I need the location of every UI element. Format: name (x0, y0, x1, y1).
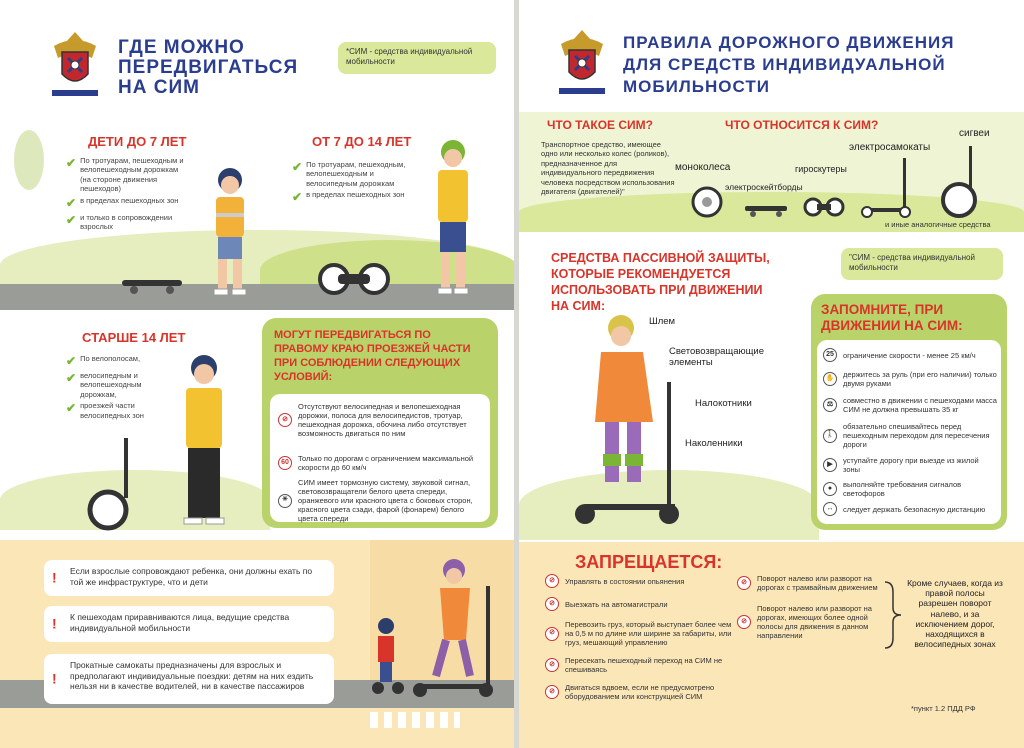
passive-heading-line: СРЕДСТВА ПАССИВНОЙ ЗАЩИТЫ, (551, 251, 770, 265)
left-title (118, 38, 298, 98)
forbidden-text: Поворот налево или разворот на дорогах с трамвайным движением (757, 574, 878, 592)
yield-icon: ▶ (823, 458, 837, 472)
speed-limit-icon: 25 (823, 348, 837, 362)
age7to14-list (292, 160, 412, 207)
no-alcohol-icon: ⊘ (545, 574, 559, 588)
forbidden-text: Двигаться вдвоем, если не предусмотрено оборудованием или конструкцией СИМ (565, 683, 715, 701)
checkmark-icon: ✔ (66, 354, 77, 368)
warning-item (44, 560, 334, 596)
condition-item (278, 454, 484, 472)
definition-note (338, 42, 496, 74)
forbidden-text: Пересекать пешеходный переход на СИМ не спешиваясь (565, 656, 723, 674)
remember-item (823, 502, 997, 516)
warning-item (44, 654, 334, 704)
under7-heading: ДЕТИ ДО 7 ЛЕТ (88, 134, 187, 149)
exception-text: Кроме случаев, когда из правой полосы разрешен поворот налево, и за исключением дорог, находящихся в велосипедных зонах (907, 578, 1003, 650)
traffic-light-icon: ● (823, 482, 837, 496)
remember-text: совместно в движении с пешеходами масса СИМ не должна превышать 35 кг (843, 396, 997, 414)
checkmark-icon: ✔ (66, 401, 77, 416)
right-title-line: МОБИЛЬНОСТИ (623, 77, 770, 96)
remember-text: следует держать безопасную дистанцию (843, 504, 986, 514)
checkmark-icon: ✔ (292, 160, 303, 174)
definition-note (841, 248, 1003, 280)
no-crossing-icon: ⊘ (545, 658, 559, 672)
right-title-line: ДЛЯ СРЕДСТВ ИНДИВИДУАЛЬНОЙ (623, 55, 946, 74)
headlight-icon: ☀ (278, 494, 292, 508)
escooters-label: электросамокаты (849, 142, 931, 153)
right-title (623, 32, 954, 98)
exclamation-icon: ! (52, 615, 57, 632)
remember-item (823, 422, 997, 449)
remember-box (811, 294, 1007, 530)
warning-text: Если взрослые сопровождают ребенка, они должны ехать по той же инфраструктуре, что и дети (70, 566, 313, 587)
checkmark-icon: ✔ (66, 156, 77, 170)
warning-item (44, 606, 334, 642)
right-poster (519, 0, 1024, 748)
under7-list (66, 156, 186, 233)
list-item-text: и только в сопровождении взрослых (80, 212, 173, 231)
segways-label: сигвеи (959, 128, 990, 139)
footnote: *пункт 1.2 ПДД РФ (911, 704, 976, 713)
eskateboards-label: электроскейтборды (725, 182, 803, 192)
what-is-text: Транспортное средство, имеющее одно или несколько колес (роликов), предназначенное для индивидуального передвижения человека посредством использования двигателя (двигателей)" (541, 140, 675, 196)
reflective-label: Световозвращающие элементы (669, 346, 765, 369)
conditions-box (262, 318, 498, 528)
no-bike-icon: ⊘ (278, 413, 292, 427)
remember-text: уступайте дорогу при выезде из жилой зоны (843, 456, 979, 474)
forbidden-item (545, 574, 735, 588)
passive-heading-line: КОТОРЫЕ РЕКОМЕНДУЕТСЯ (551, 267, 731, 281)
list-item-text: велосипедным и велопешеходным дорожкам, (80, 371, 142, 399)
remember-item (823, 370, 997, 388)
condition-item (278, 478, 484, 523)
parent-and-child-illustration (366, 556, 506, 706)
remember-heading: ЗАПОМНИТЕ, ПРИ ДВИЖЕНИИ НА СИМ: (821, 302, 963, 333)
child-figure-illustration (200, 165, 260, 300)
remember-text: ограничение скорости - менее 25 км/ч (843, 350, 976, 360)
adult-figure-illustration (172, 352, 236, 532)
escooter-icon (857, 156, 919, 220)
gyroscooter-icon (803, 196, 845, 218)
forbidden-item (545, 620, 735, 647)
brace-icon (883, 580, 903, 650)
remember-item (823, 348, 997, 362)
checkmark-icon: ✔ (66, 195, 77, 210)
police-emblem-icon (48, 28, 102, 100)
list-item-text: проезжей части велосипедных зон (80, 401, 144, 420)
no-cargo-icon: ⊘ (545, 627, 559, 641)
condition-text: СИМ имеет тормозную систему, звуковой сигнал, световозвращатели белого цвета спереди, оранжевого или красного цвета с боковых сторон, красного цвета сзади, фарой (фонарем) белого цвета спереди (298, 478, 473, 523)
list-item-text: По тротуарам, пешеходным и велопешеходным дорожкам (на стороне движения пешеходов) (80, 156, 184, 194)
no-u-turn-icon: ⊘ (737, 615, 751, 629)
pedestrian-icon: 🚶 (823, 429, 837, 443)
forbidden-item (545, 683, 735, 701)
over14-heading: СТАРШЕ 14 ЛЕТ (82, 330, 186, 345)
skateboard-icon (120, 278, 184, 296)
tree-decoration (14, 130, 44, 190)
other-devices-label: и иные аналогичные средства (885, 220, 991, 229)
forbidden-text: Выезжать на автомагистрали (565, 599, 668, 609)
remember-item (823, 456, 997, 474)
passive-heading-line: НА СИМ: (551, 299, 606, 313)
forbidden-text: Перевозить груз, который выступает более чем на 0,5 м по длине или ширине за габариты, или груз, мешающий управлению (565, 620, 732, 647)
no-left-turn-icon: ⊘ (737, 576, 751, 590)
remember-text: обязательно спешивайтесь перед пешеходным переходом для пересечения дороги (843, 422, 990, 449)
elbow-pads-label: Налокотники (695, 398, 752, 409)
gyroscooters-label: гироскутеры (795, 164, 847, 174)
exclamation-icon: ! (52, 569, 57, 586)
conditions-heading: МОГУТ ПЕРЕДВИГАТЬСЯ ПО ПРАВОМУ КРАЮ ПРОЕЗЖЕЙ ЧАСТИ ПРИ СОБЛЮДЕНИИ СЛЕДУЮЩИХ УСЛОВИЙ: (274, 329, 471, 383)
left-title-line: ГДЕ МОЖНО (118, 37, 245, 58)
passive-heading (551, 250, 770, 314)
forbidden-item (737, 574, 883, 592)
monowheels-label: моноколеса (675, 162, 731, 173)
hoverboard-icon (318, 262, 390, 296)
list-item-text: в пределах пешеходных зон (306, 190, 405, 200)
forbidden-text: Поворот налево или разворот на дорогах, имеющих более одной полосы для движения в данном направлении (757, 604, 872, 640)
list-item-text: По велополосам, (80, 354, 141, 363)
girl-on-scooter-illustration (565, 312, 695, 532)
segway-icon (84, 436, 140, 532)
knee-pads-label: Наколенники (685, 438, 743, 449)
weight-icon: ⚖ (823, 398, 837, 412)
remember-item (823, 480, 997, 498)
forbidden-col2 (737, 574, 883, 640)
right-title-line: ПРАВИЛА ДОРОЖНОГО ДВИЖЕНИЯ (623, 33, 955, 52)
police-emblem-icon (555, 26, 609, 98)
segway-icon (935, 144, 991, 220)
left-title-line: ПЕРЕДВИГАТЬСЯ (118, 57, 299, 78)
condition-text: Только по дорогам с ограничением максимальной скорости до 60 км/ч (298, 454, 474, 472)
what-is-heading: ЧТО ТАКОЕ СИМ? (547, 118, 653, 132)
remember-item (823, 396, 997, 414)
forbidden-heading: ЗАПРЕЩАЕТСЯ: (575, 552, 723, 572)
list-item (66, 156, 186, 194)
distance-icon: ↔ (823, 502, 837, 516)
list-item (66, 401, 176, 420)
monowheel-icon (689, 186, 725, 218)
list-item (66, 196, 186, 211)
no-highway-icon: ⊘ (545, 597, 559, 611)
list-item (292, 190, 412, 205)
remember-text: держитесь за руль (при его наличии) только двумя руками (843, 370, 997, 388)
crosswalk-decoration (370, 712, 460, 728)
warning-text: Прокатные самокаты предназначены для взрослых и предполагают индивидуальные поездки: детям на них ездить нельзя ни в качестве водителей, ни в качестве пассажиров (70, 660, 314, 692)
list-item (66, 354, 176, 369)
condition-text: Отсутствуют велосипедная и велопешеходная дорожки, полоса для велосипедистов, тротуар, пешеходная дорожка, обочина либо отсутствует возможность двигаться по ним (298, 402, 467, 438)
condition-item (278, 402, 484, 438)
forbidden-item (737, 604, 883, 640)
helmet-label: Шлем (649, 316, 676, 327)
warning-text: К пешеходам приравниваются лица, ведущие средства индивидуальной мобильности (70, 612, 290, 633)
list-item-text: в пределах пешеходных зон (80, 195, 179, 205)
left-title-line: НА СИМ (118, 77, 200, 98)
definition-note-text: "СИМ - средства индивидуальной мобильности (849, 253, 975, 272)
hands-icon: ✋ (823, 372, 837, 386)
checkmark-icon: ✔ (292, 190, 303, 205)
forbidden-text: Управлять в состоянии опьянения (565, 576, 685, 586)
no-passenger-icon: ⊘ (545, 685, 559, 699)
what-belongs-heading: ЧТО ОТНОСИТСЯ К СИМ? (725, 118, 879, 132)
forbidden-item (545, 597, 735, 611)
age7to14-heading: ОТ 7 ДО 14 ЛЕТ (312, 134, 412, 149)
list-item (66, 213, 186, 232)
list-item (292, 160, 412, 188)
definition-note-text: *СИМ - средства индивидуальной мобильности (346, 47, 473, 66)
passive-heading-line: ИСПОЛЬЗОВАТЬ ПРИ ДВИЖЕНИИ (551, 283, 763, 297)
eskateboard-icon (743, 204, 789, 218)
remember-list (817, 340, 1001, 524)
remember-text: выполняйте требования сигналов светофоров (843, 480, 962, 498)
exclamation-icon: ! (52, 670, 57, 687)
forbidden-col1 (545, 574, 735, 701)
checkmark-icon: ✔ (66, 371, 77, 385)
teen-figure-illustration (428, 138, 478, 298)
checkmark-icon: ✔ (66, 212, 77, 227)
list-item (66, 371, 176, 399)
conditions-list (270, 394, 490, 522)
forbidden-item (545, 656, 735, 674)
over14-list (66, 354, 176, 422)
speed-limit-icon: 60 (278, 456, 292, 470)
list-item-text: По тротуарам, пешеходным, велопешеходным и велосипедным дорожкам (306, 160, 406, 188)
